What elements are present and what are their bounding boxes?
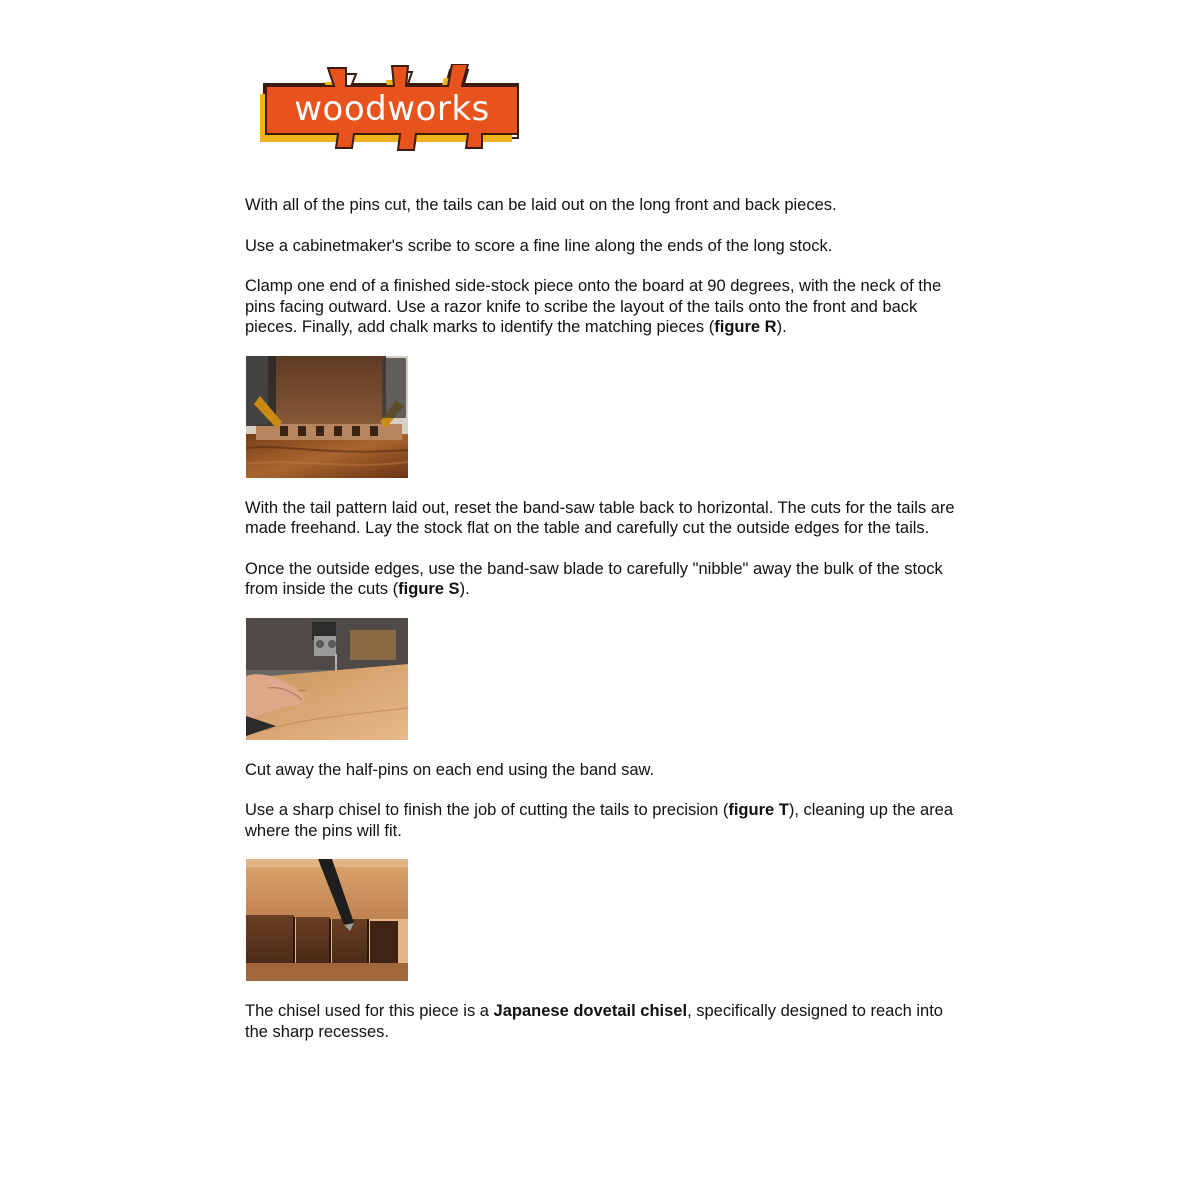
paragraph [245,276,957,338]
figure-r-image [246,356,408,478]
paragraph: Cut away the half-pins on each end using the band saw. [245,760,655,779]
woodworks-logo [256,64,524,152]
paragraph: With the tail pattern laid out, reset the band-saw table back to horizontal. The cuts for the tails are made freehand. Lay the stock flat on the table and carefully cut the outside edges for the tails. [245,498,955,537]
chisel-name: Japanese dovetail chisel [493,1002,688,1020]
figure-reference: figure R [714,318,777,336]
figure-t-image [246,859,408,981]
text-run: ). [459,580,470,598]
paragraph: With all of the pins cut, the tails can be laid out on the long front and back pieces. [245,196,837,214]
text-run: , specifically designed to reach into the sharp recesses. [245,1002,943,1041]
paragraph [245,1001,957,1042]
paragraph [245,800,957,841]
article-body [245,195,957,1042]
text-run: ). [776,318,787,336]
text-run: Once the outside edges, use the band-saw blade to carefully "nibble" away the bulk of the stock from inside the cuts ( [245,559,943,598]
paragraph: Use a cabinetmaker's scribe to score a fine line along the ends of the long stock. [245,236,833,255]
text-run: The chisel used for this piece is a [245,1002,494,1020]
figure-s-image [246,618,408,740]
text-run: Use a sharp chisel to finish the job of cutting the tails to precision ( [245,801,729,819]
text-run: Clamp one end of a finished side-stock piece onto the board at 90 degrees, with the neck of the pins facing outward. Use a razor knife to scribe the layout of the tails onto the front and back pieces. Finally, add chalk marks to identify the matching pieces ( [245,277,942,336]
text-run: ), cleaning up the area where the pins will fit. [245,801,954,840]
logo-wordmark: woodworks [294,89,490,129]
paragraph [245,559,957,600]
figure-reference: figure S [398,580,460,598]
figure-reference: figure T [728,801,789,819]
